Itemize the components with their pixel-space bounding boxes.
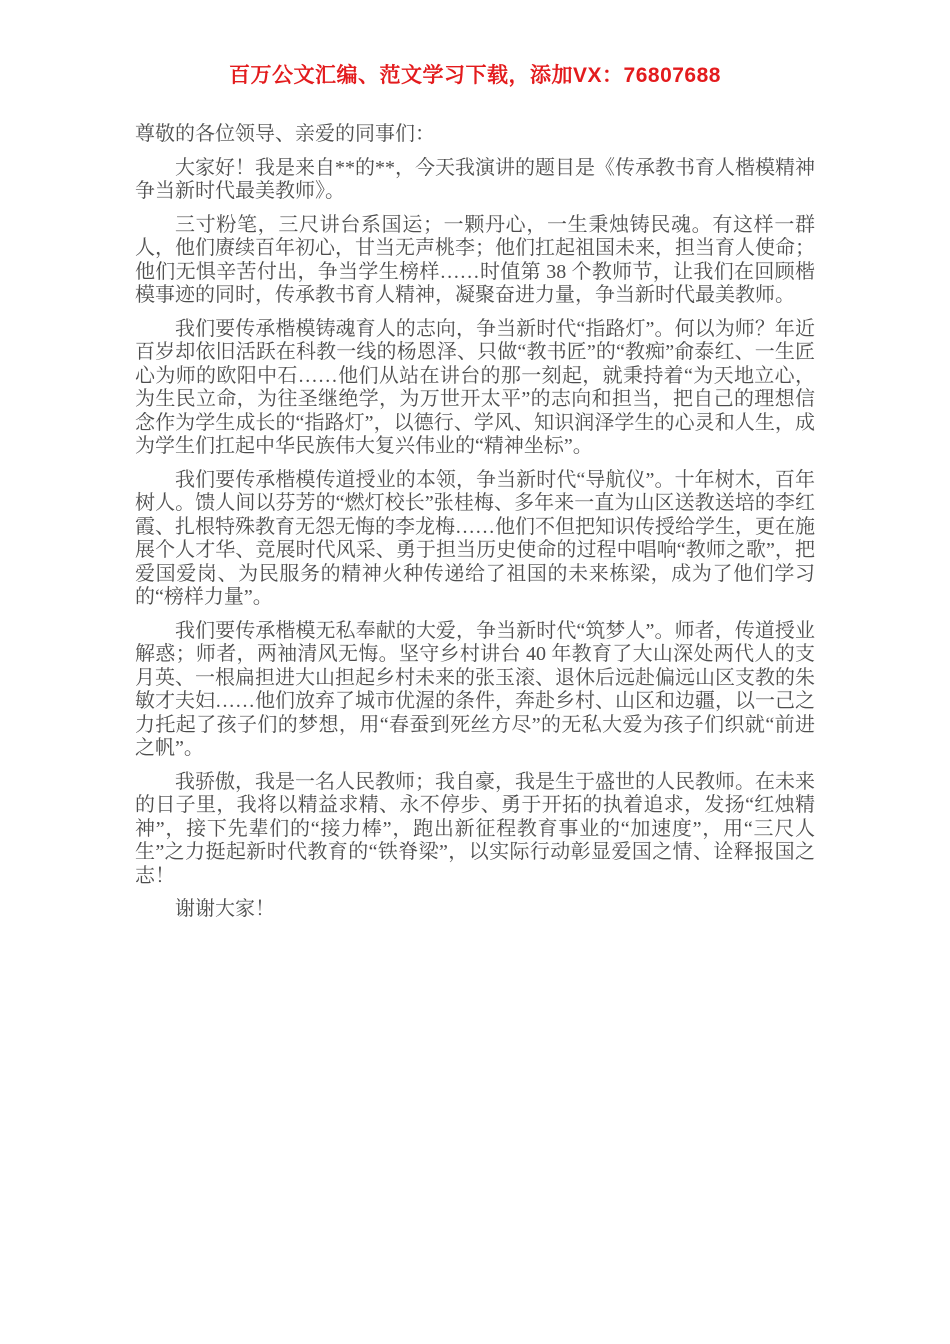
paragraph: 我骄傲，我是一名人民教师；我自豪，我是生于盛世的人民教师。在未来的日子里，我将以精益求精、永不停步、勇于开拓的执着追求，发扬“红烛精神”，接下先辈们的“接力棒”，跑出新征程教育事业的“加速度”，用“三尺人生”之力挺起新时代教育的“铁脊梁”，以实际行动彰显爱国之情、诠释报国之志！ bbox=[135, 770, 815, 887]
paragraph: 我们要传承楷模无私奉献的大爱，争当新时代“筑梦人”。师者，传道授业解惑；师者，两袖清风无悔。坚守乡村讲台 40 年教育了大山深处两代人的支月英、一根扁担进大山担起乡村未来的张玉滚、退休后远赴偏远山区支教的朱敏才夫妇……他们放弃了城市优渥的条件，奔赴乡村、山区和边疆，以一己之力托起了孩子们的梦想，用“春蚕到死丝方尽”的无私大爱为孩子们织就“前进之帆”。 bbox=[135, 619, 815, 759]
paragraph: 我们要传承楷模铸魂育人的志向，争当新时代“指路灯”。何以为师？年近百岁却依旧活跃在科教一线的杨恩泽、只做“教书匠”的“教痴”俞泰红、一生匠心为师的欧阳中石……他们从站在讲台的那一刻起，就秉持着“为天地立心，为生民立命，为往圣继绝学，为万世开太平”的志向和担当，把自己的理想信念作为学生成长的“指路灯”，以德行、学风、知识润泽学生的心灵和人生，成为学生们扛起中华民族伟大复兴伟业的“精神坐标”。 bbox=[135, 317, 815, 457]
document-body bbox=[135, 123, 815, 922]
paragraph: 谢谢大家！ bbox=[175, 898, 275, 920]
paragraph: 三寸粉笔，三尺讲台系国运；一颗丹心，一生秉烛铸民魂。有这样一群人，他们赓续百年初心，甘当无声桃李；他们扛起祖国未来，担当育人使命；他们无惧辛苦付出，争当学生榜样……时值第 38 个教师节，让我们在回顾楷模事迹的同时，传承教书育人精神，凝聚奋进力量，争当新时代最美教师。 bbox=[135, 213, 815, 306]
paragraph: 大家好！我是来自**的**，今天我演讲的题目是《传承教书育人楷模精神争当新时代最美教师》。 bbox=[135, 156, 815, 202]
paragraph: 尊敬的各位领导、亲爱的同事们： bbox=[135, 123, 435, 145]
paragraph: 我们要传承楷模传道授业的本领，争当新时代“导航仪”。十年树木，百年树人。馈人间以芬芳的“燃灯校长”张桂梅、多年来一直为山区送教送培的李红霞、扎根特殊教育无怨无悔的李龙梅……他们不但把知识传授给学生，更在施展个人才华、竞展时代风采、勇于担当历史使命的过程中唱响“教师之歌”，把爱国爱岗、为民服务的精神火种传递给了祖国的未来栋梁，成为了他们学习的“榜样力量”。 bbox=[135, 468, 815, 608]
promo-notice-text: 百万公文汇编、范文学习下载，添加VX：76807688 bbox=[229, 64, 721, 87]
